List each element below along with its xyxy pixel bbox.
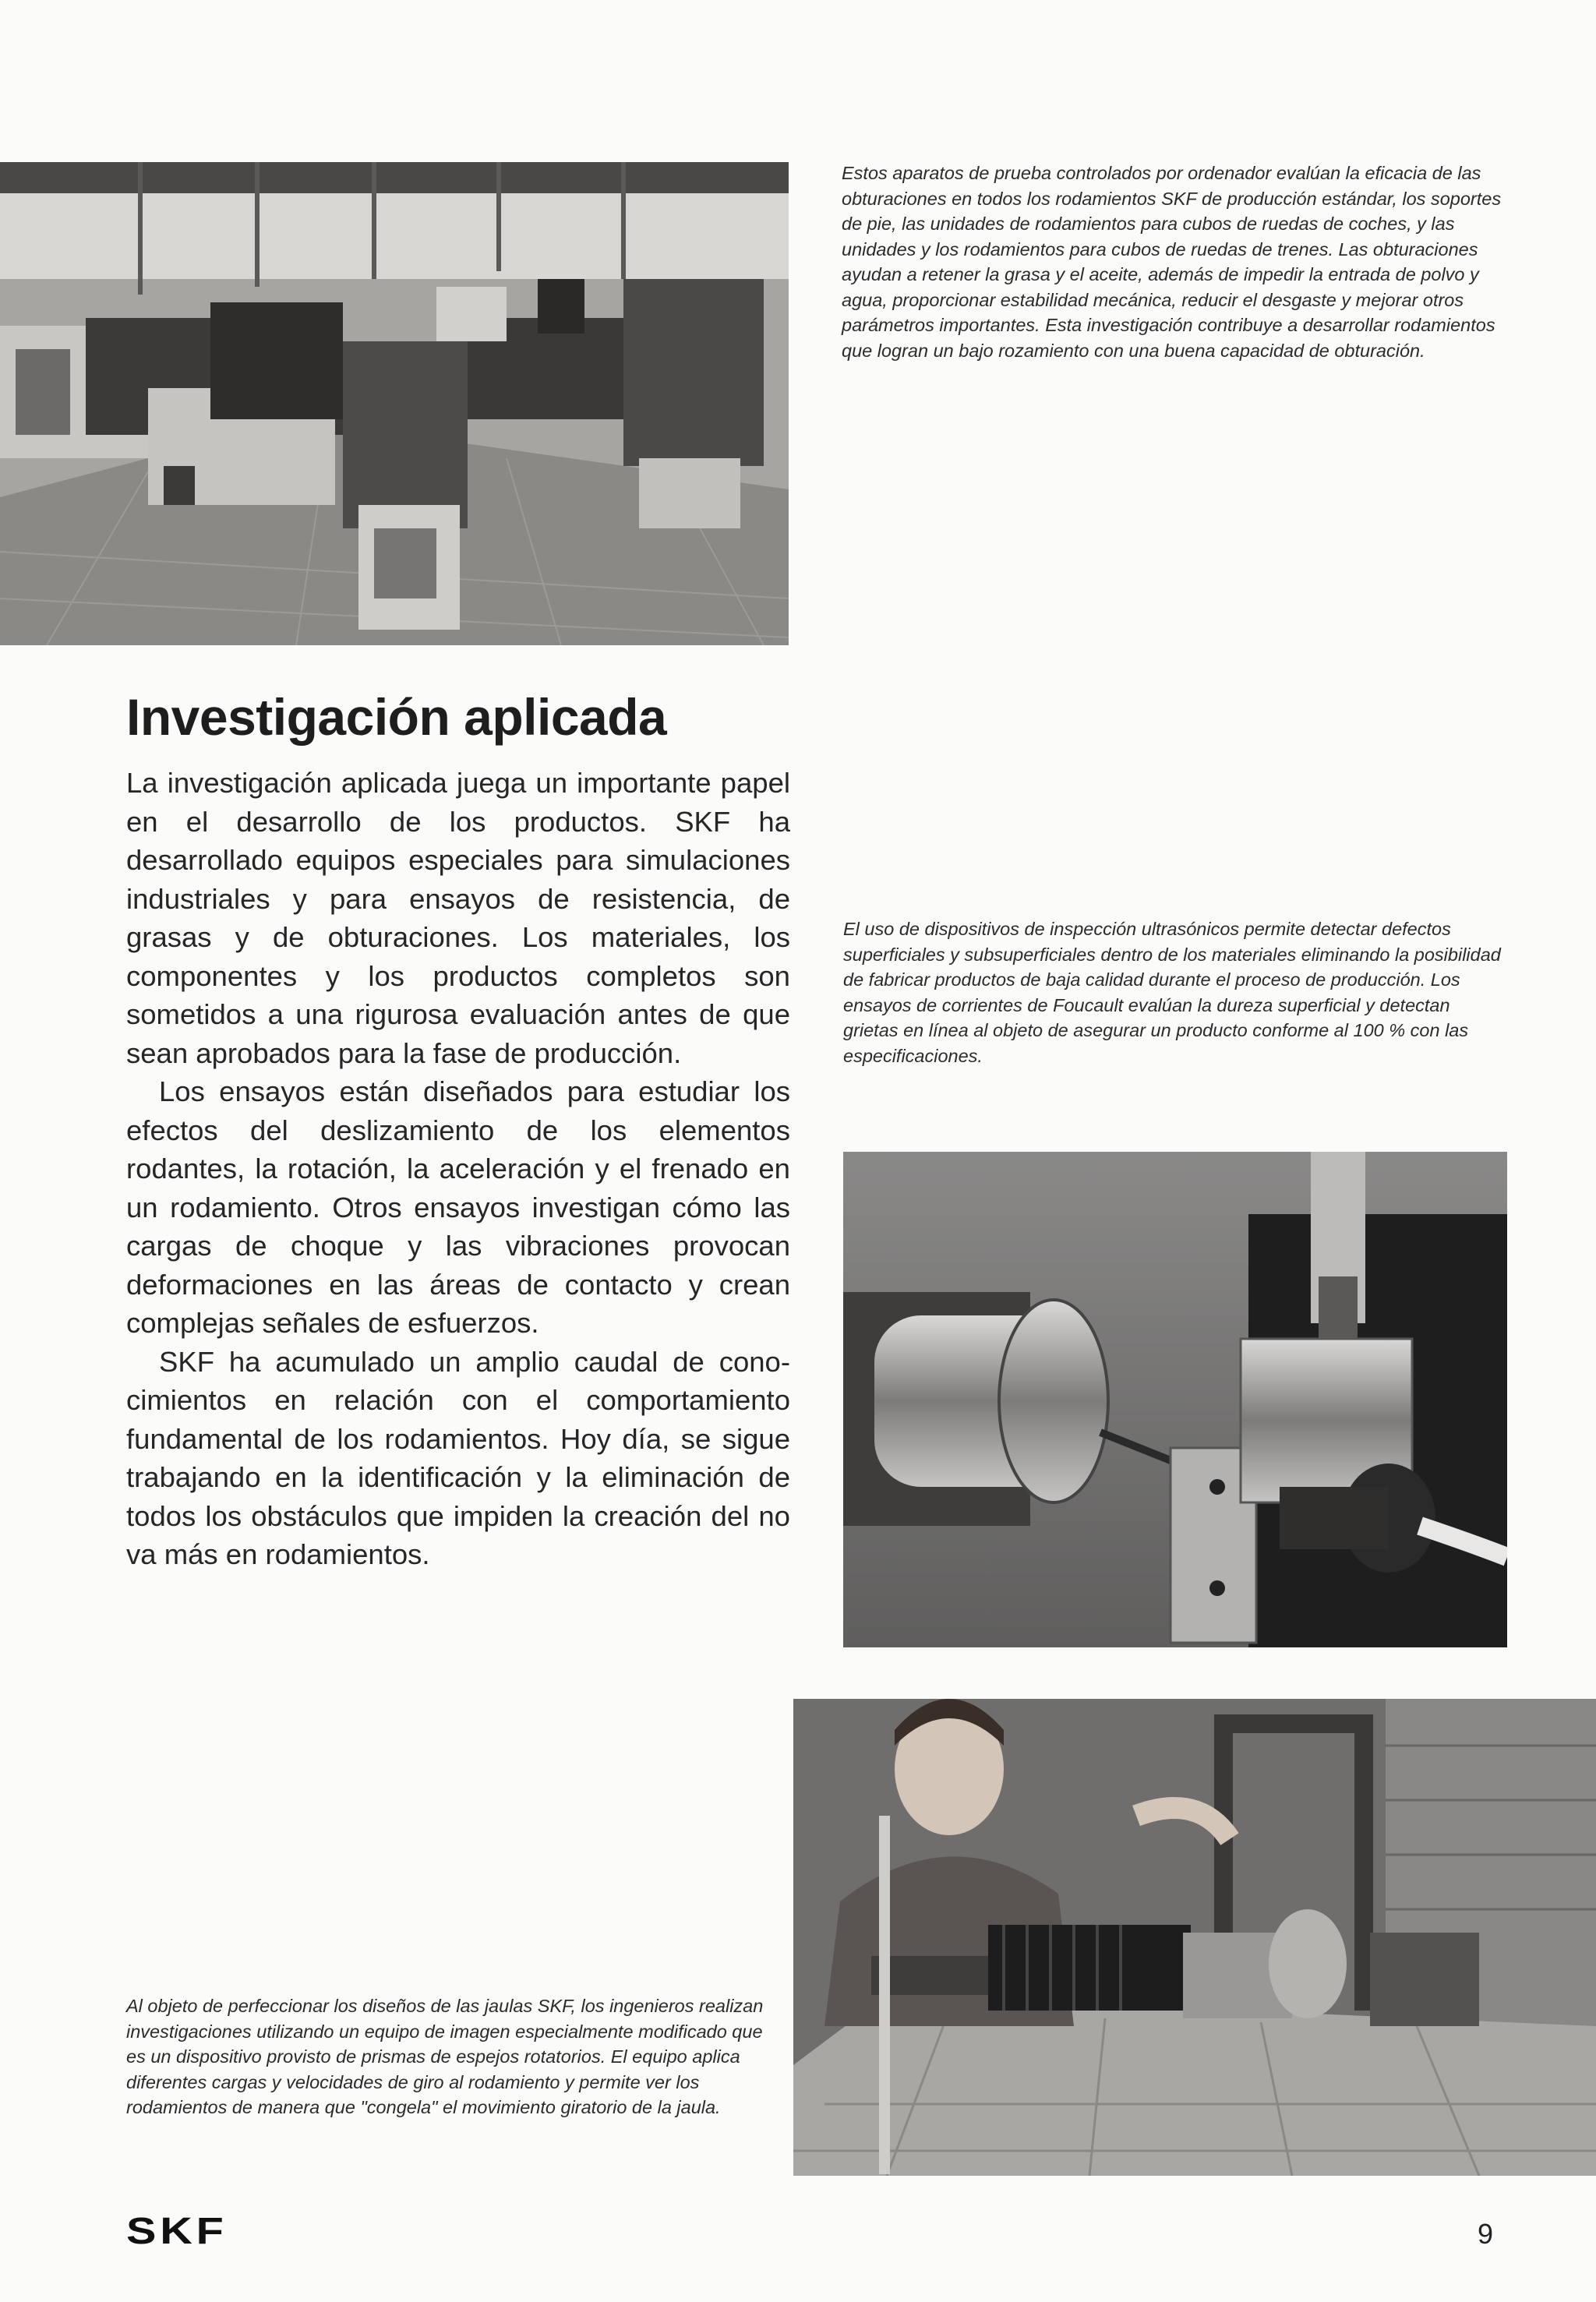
page-number: 9 xyxy=(1478,2218,1494,2250)
skf-logo: SKF xyxy=(126,2211,228,2252)
body-paragraph: SKF ha acumulado un amplio caudal de conocimientos en relación con el comportamiento fundamental de los rodamientos. Hoy día, se sigue trabajando en la identificación y la eliminación de todos los obstáculos que impiden la creación del no va más en rodamientos. xyxy=(126,1345,790,1570)
body-text xyxy=(126,764,790,1574)
ultrasonic-inspection-photo xyxy=(843,1152,1507,1647)
body-paragraph: Los ensayos están diseñados para estudiar los efectos del deslizamiento de los elementos rodantes, la rotación, la aceleración y el frenado en un rodamiento. Otros ensayos investigan cómo las cargas de choque y las vibraciones provocan deformaciones en las áreas de contacto y crean complejas señales de esfuerzos. xyxy=(126,1075,790,1339)
photo-caption-ultrasonic: El uso de dispositivos de inspección ultrasónicos permite detectar defectos superficiales y subsuperficiales dentro de los materiales eliminando la posibilidad de fabricar productos de baja calidad durante el proceso de producción. Los ensayos de corrientes de Foucault evalúan la dureza superficial y detectan grietas en línea al objeto de asegurar un producto conforme al 100 % con las especificaciones. xyxy=(843,919,1501,1066)
photo-caption-seal-testing: Estos aparatos de prueba controlados por ordenador evalúan la eficacia de las obturaciones en todos los rodamientos SKF de producción estándar, los soportes de pie, las unidades de rodamientos para cubos de ruedas de coches, y las unidades y los rodamientos para cubos de ruedas de trenes. Las obturaciones ayudan a retener la grasa y el aceite, además de impedir la entrada de polvo y agua, proporcionar estabilidad mecánica, reducir el desgaste y mejorar otros parámetros importantes. Esta investigación contribuye a desarrollar rodamientos que logran un bajo rozamiento con una buena capacidad de obturación. xyxy=(842,163,1502,361)
photo-caption-cage-imaging: Al objeto de perfeccionar los diseños de las jaulas SKF, los ingenieros realizan investigaciones utilizando un equipo de imagen especialmente modificado que es un dispositivo provisto de prismas de espejos rotatorios. El equipo aplica diferentes cargas y velocidades de giro al rodamiento y permite ver los rodamientos de manera que "congela" el movimiento giratorio de la jaula. xyxy=(126,1996,764,2117)
section-heading: Investigación aplicada xyxy=(126,688,667,746)
cage-imaging-photo xyxy=(793,1699,1596,2176)
body-paragraph: La investigación aplicada juega un importante papel en el desarrollo de los productos. SKF ha desarrollado equipos especiales para simulaciones industriales y para ensayos de resistencia, de grasas y de obturaciones. Los materiales, los componentes y los productos completos son sometidos a una rigurosa evaluación antes de que sean aprobados para la fase de producción. xyxy=(126,767,790,1069)
test-lab-photo xyxy=(0,162,789,645)
